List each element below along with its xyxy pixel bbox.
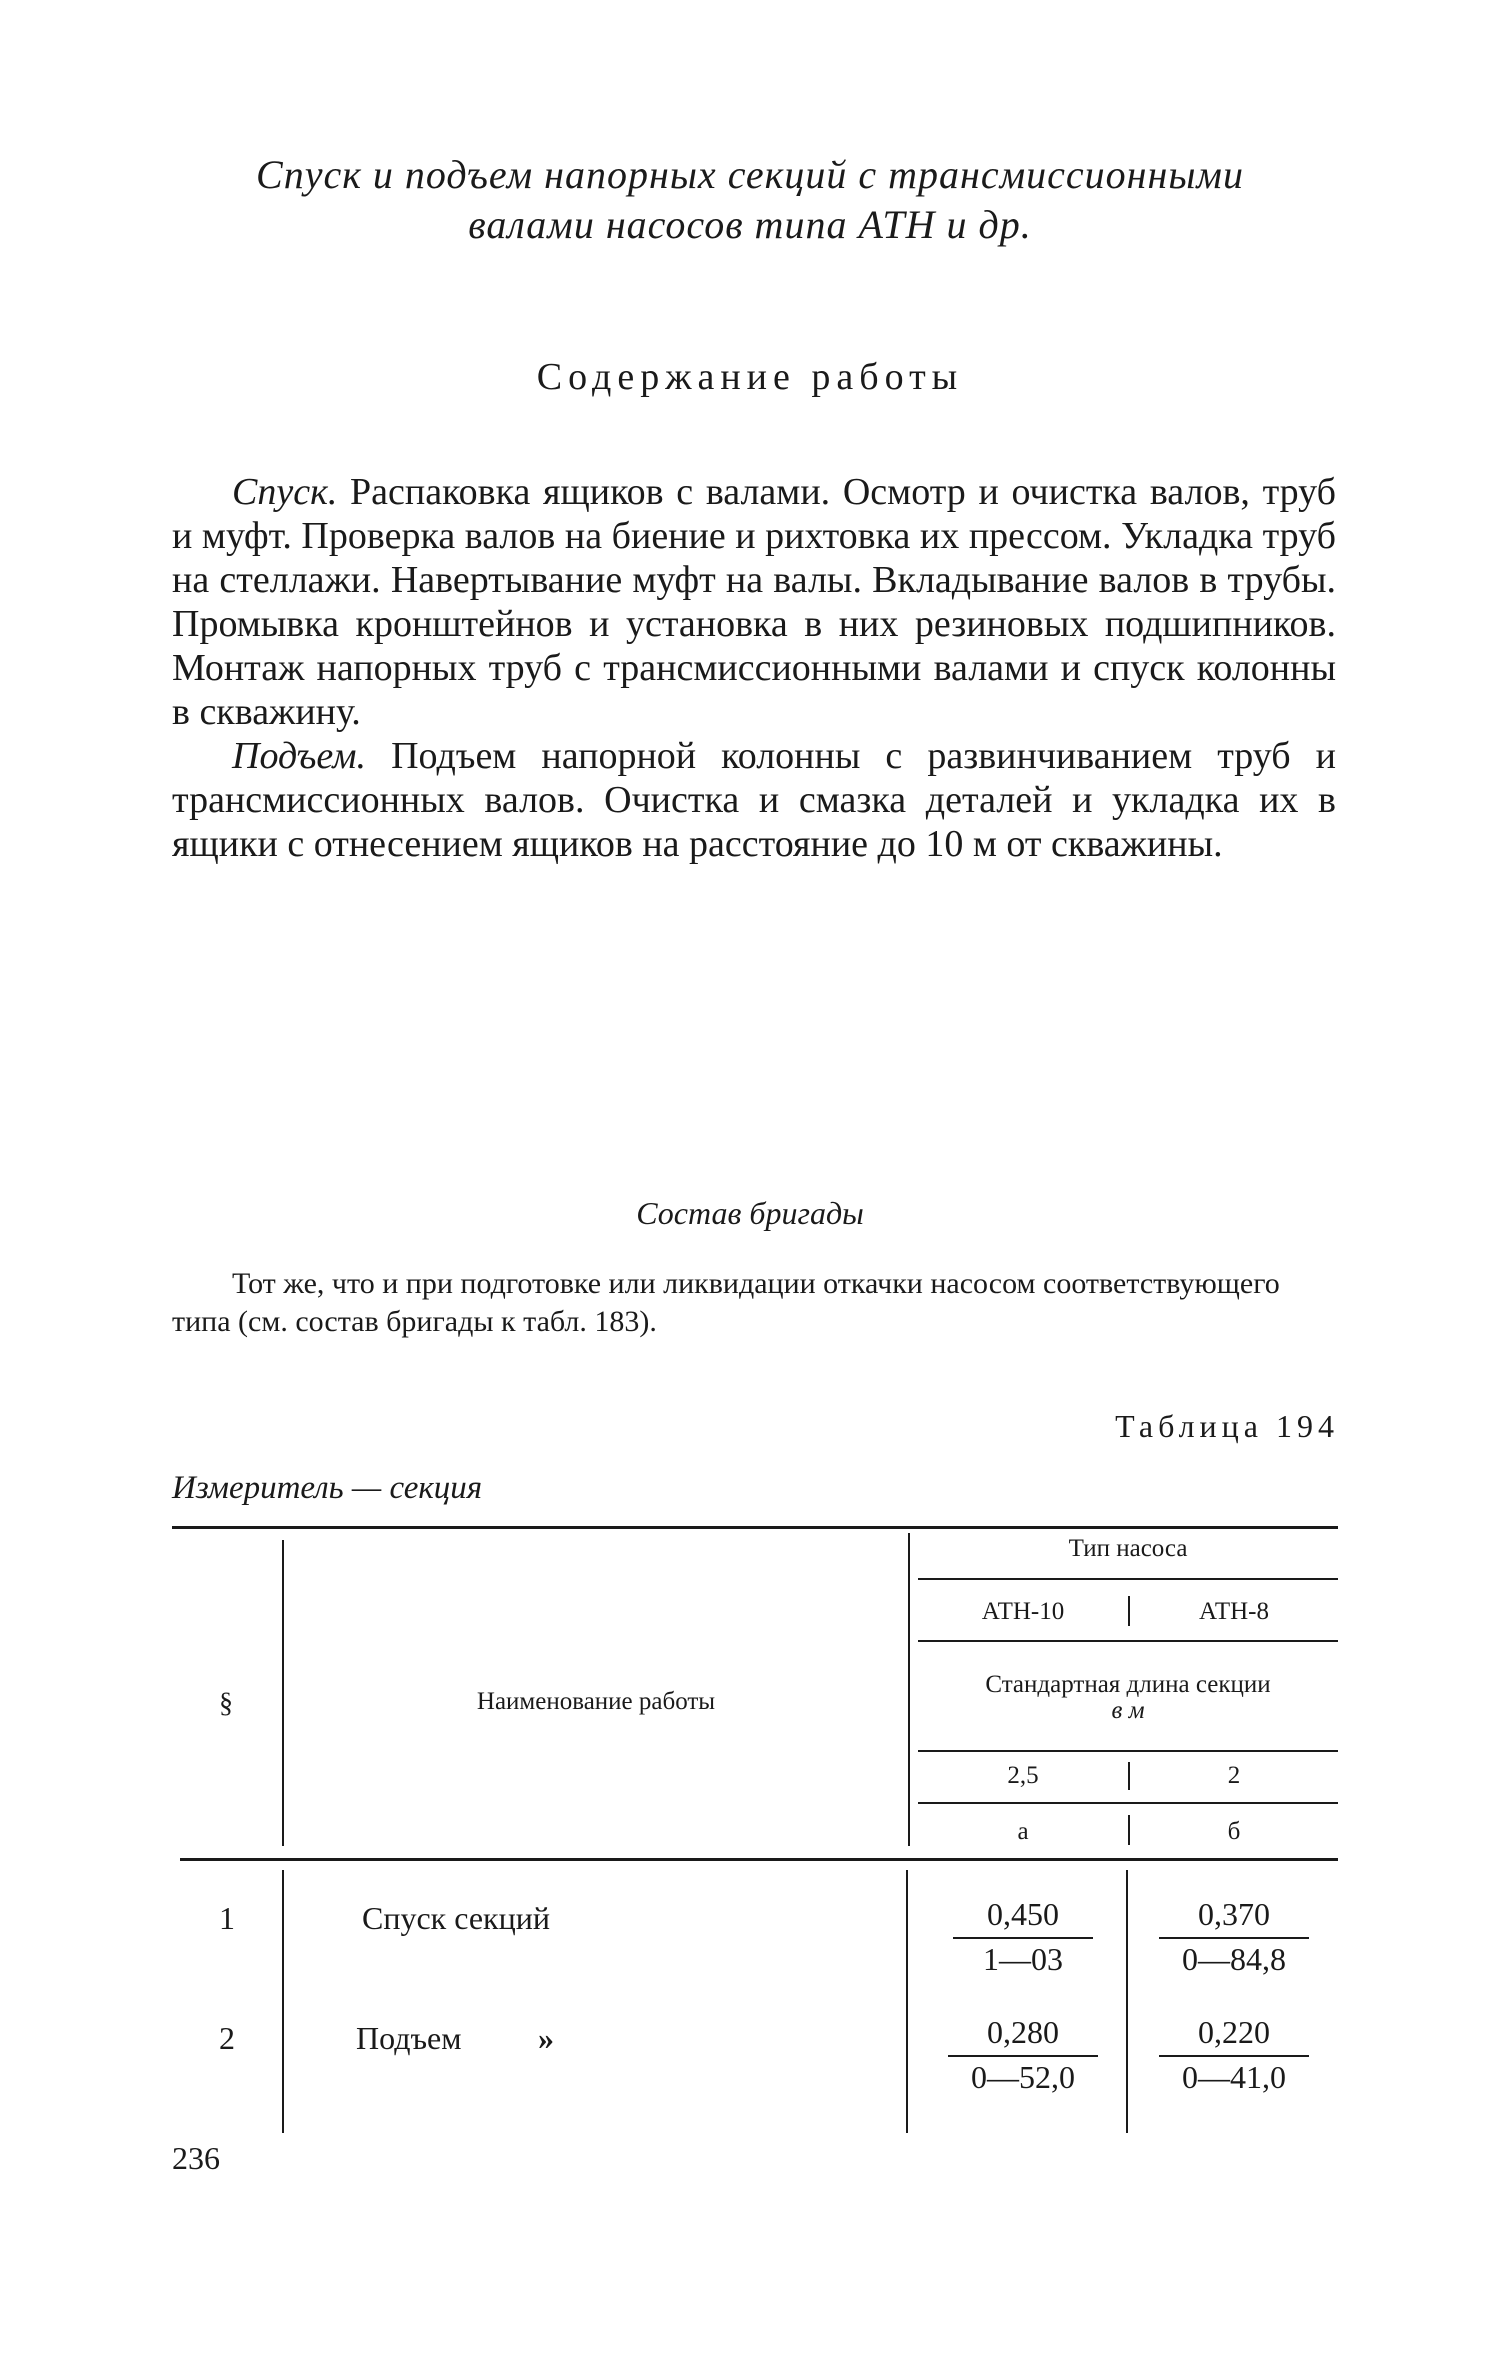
- row-value-b: [1130, 2014, 1338, 2096]
- lowering-text: Распаковка ящиков с валами. Осмотр и очистка валов, труб и муфт. Проверка валов на биение и рихтовка их прессом. Укладка труб на стеллажи. Навертывание муфт на валы. Вкладывание валов в трубы. Промывка кронштейнов и установка в них резиновых подшипников. Монтаж напорных труб с трансмиссионными валами и спуск колонны в скважину.: [172, 471, 1336, 733]
- header-bottom-rule: [180, 1858, 1338, 1861]
- table-measure: Измеритель — секция: [172, 1470, 483, 1506]
- row-value-a: [918, 2014, 1128, 2096]
- value-b-norm: 0,370: [1198, 1896, 1270, 1932]
- header-std-length-line2: в м: [1111, 1697, 1145, 1724]
- body-vrule-2: [906, 1870, 908, 2133]
- header-rule-2: [918, 1640, 1338, 1642]
- table-top-rule: [172, 1526, 1338, 1529]
- lowering-paragraph: [172, 470, 1336, 734]
- row-number: 1: [219, 1900, 235, 1936]
- header-vrule-2: [908, 1533, 910, 1846]
- value-a-price: 1—03: [983, 1941, 1063, 1977]
- document-title: [150, 150, 1350, 250]
- lowering-label: Спуск.: [232, 471, 338, 513]
- work-content-title: Содержание работы: [536, 356, 964, 398]
- row-number: 2: [219, 2020, 235, 2056]
- header-pump-type: Тип насоса: [1068, 1535, 1188, 1562]
- lifting-text: Подъем напорной колонны с развинчиванием труб и трансмиссионных валов. Очистка и смазка деталей и укладка их в ящики с отнесением ящиков на расстояние до 10 м от скважины.: [172, 735, 1336, 865]
- value-a-price: 0—52,0: [971, 2059, 1075, 2095]
- header-pump-a: АТН-10: [981, 1598, 1065, 1625]
- title-line-1: Спуск и подъем напорных секций с трансмиссионными: [256, 152, 1244, 197]
- header-work-name: Наименование работы: [476, 1688, 716, 1715]
- table-caption: Таблица 194: [1115, 1408, 1339, 1444]
- lifting-label: Подъем.: [232, 735, 367, 777]
- crew-title: Состав бригады: [636, 1195, 864, 1231]
- ditto-mark: »: [538, 2020, 554, 2056]
- value-a-norm: 0,450: [987, 1896, 1059, 1932]
- work-content-body: [172, 470, 1336, 866]
- row-work-name: Подъем: [356, 2020, 462, 2056]
- header-vrule-1: [282, 1540, 284, 1846]
- title-line-2: валами насосов типа АТН и др.: [468, 202, 1032, 247]
- row-value-b: [1130, 1896, 1338, 1978]
- crew-paragraph: Тот же, что и при подготовке или ликвидации откачки насосом соответствующего типа (см. состав бригады к табл. 183).: [172, 1267, 1280, 1338]
- header-col-a: а: [1017, 1818, 1029, 1845]
- header-rule-1: [918, 1578, 1338, 1580]
- header-pump-b: АТН-8: [1198, 1598, 1269, 1625]
- header-std-length-line1: Стандартная длина секции: [985, 1671, 1271, 1698]
- header-section-symbol: §: [219, 1688, 233, 1719]
- value-b-price: 0—41,0: [1182, 2059, 1286, 2095]
- row-work-name: Спуск секций: [362, 1900, 550, 1936]
- body-vrule-1: [282, 1870, 284, 2133]
- header-std-length: [918, 1672, 1338, 1724]
- header-length-b: 2: [1227, 1762, 1241, 1789]
- header-length-a: 2,5: [1007, 1762, 1039, 1789]
- header-col-b: б: [1227, 1818, 1241, 1845]
- value-a-norm: 0,280: [987, 2014, 1059, 2050]
- header-rule-3: [918, 1750, 1338, 1752]
- row-value-a: [918, 1896, 1128, 1978]
- crew-text: [172, 1265, 1336, 1341]
- value-b-norm: 0,220: [1198, 2014, 1270, 2050]
- page-number: 236: [172, 2140, 220, 2176]
- lifting-paragraph: [172, 734, 1336, 866]
- value-b-price: 0—84,8: [1182, 1941, 1286, 1977]
- header-rule-4: [918, 1802, 1338, 1804]
